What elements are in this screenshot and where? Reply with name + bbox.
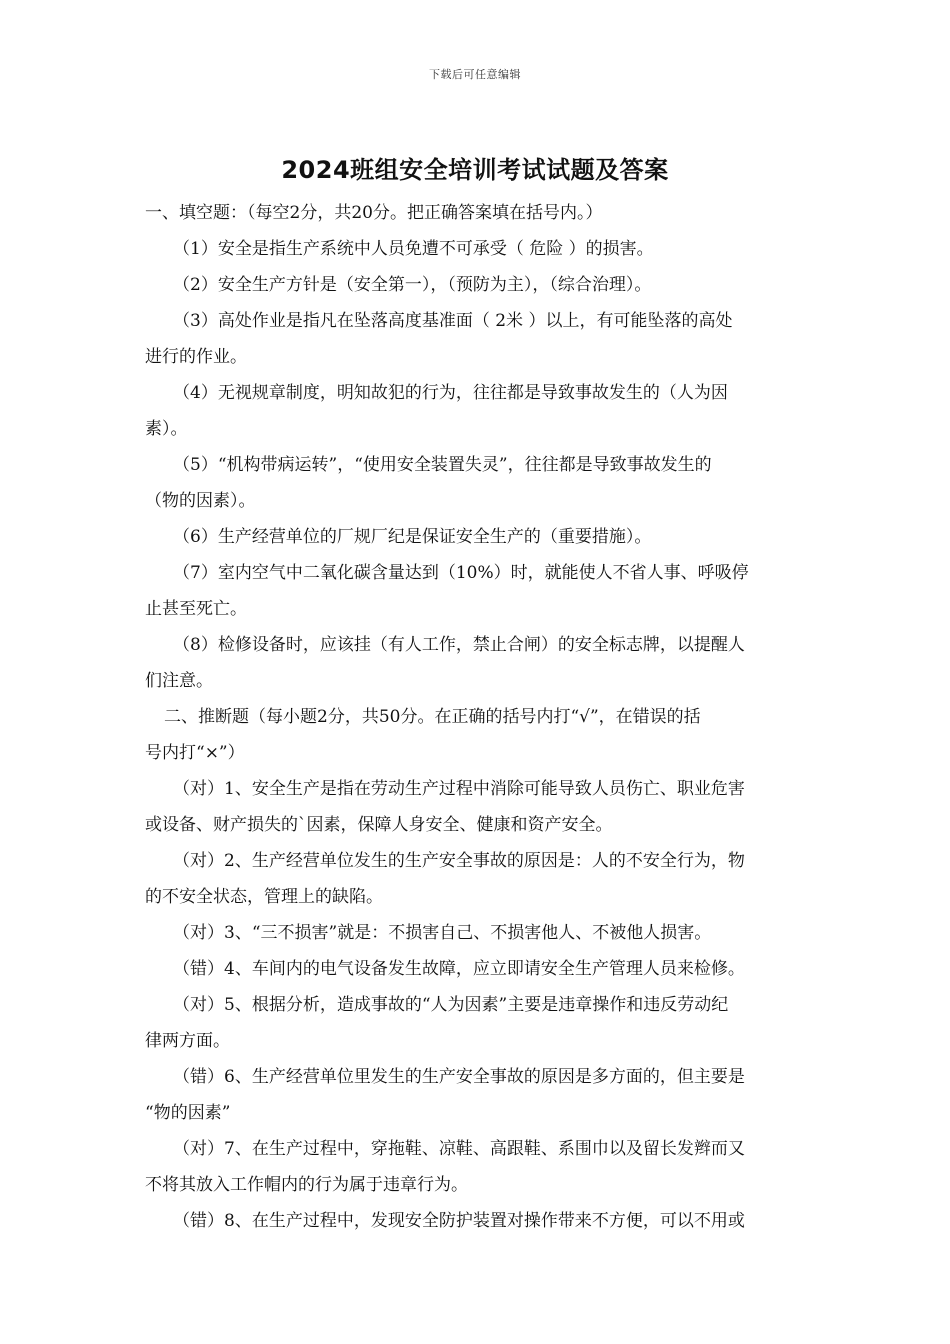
text-line: 止甚至死亡。: [145, 599, 247, 619]
text-line: 号内打“×”）: [145, 743, 245, 763]
text-line: （6）生产经营单位的厂规厂纪是保证安全生产的（重要措施）。: [173, 527, 652, 547]
document-body: [145, 195, 807, 1239]
text-line: （3）高处作业是指凡在坠落高度基准面（ 2米 ）以上，有可能坠落的高处: [173, 311, 733, 331]
text-line: （对）2、生产经营单位发生的生产安全事故的原因是：人的不安全行为，物: [173, 851, 745, 871]
text-line: 进行的作业。: [145, 347, 247, 367]
text-line: （5）“机构带病运转”，“使用安全装置失灵”，往往都是导致事故发生的: [173, 455, 712, 475]
text-line: （错）8、在生产过程中，发现安全防护装置对操作带来不方便，可以不用或: [173, 1211, 745, 1231]
text-line: 一、填空题：（每空2分，共20分。把正确答案填在括号内。）: [145, 203, 603, 223]
header-note: 下载后可任意编辑: [429, 68, 521, 81]
text-line: （错）6、生产经营单位里发生的生产安全事故的原因是多方面的，但主要是: [173, 1067, 745, 1087]
text-line: （错）4、车间内的电气设备发生故障，应立即请安全生产管理人员来检修。: [173, 959, 745, 979]
text-line: （对）5、根据分析，造成事故的“人为因素”主要是违章操作和违反劳动纪: [173, 995, 729, 1015]
text-line: （2）安全生产方针是（安全第一），（预防为主），（综合治理）。: [173, 275, 652, 295]
text-line: 的不安全状态，管理上的缺陷。: [145, 887, 383, 907]
text-line: 不将其放入工作帽内的行为属于违章行为。: [145, 1175, 468, 1195]
text-line: （对）7、在生产过程中，穿拖鞋、凉鞋、高跟鞋、系围巾以及留长发辫而又: [173, 1139, 745, 1159]
text-line: 素）。: [145, 419, 188, 439]
text-line: （物的因素）。: [145, 491, 256, 511]
text-line: （对）3、“三不损害”就是：不损害自己、不损害他人、不被他人损害。: [173, 923, 712, 943]
text-line: 二、推断题（每小题2分，共50分。在正确的括号内打“√”，在错误的括: [164, 707, 701, 727]
text-line: 律两方面。: [145, 1031, 230, 1051]
text-line: （8）检修设备时，应该挂（有人工作，禁止合闸）的安全标志牌，以提醒人: [173, 635, 745, 655]
text-line: “物的因素”: [145, 1103, 231, 1123]
text-line: （1）安全是指生产系统中人员免遭不可承受（ 危险 ）的损害。: [173, 239, 654, 259]
text-line: 们注意。: [145, 671, 213, 691]
text-line: （4）无视规章制度，明知故犯的行为，往往都是导致事故发生的（人为因: [173, 383, 728, 403]
text-line: 或设备、财产损失的`因素，保障人身安全、健康和资产安全。: [145, 815, 613, 835]
document-title: 2024班组安全培训考试试题及答案: [281, 156, 669, 184]
text-line: （7）室内空气中二氧化碳含量达到（10%）时，就能使人不省人事、呼吸停: [173, 563, 749, 583]
text-line: （对）1、安全生产是指在劳动生产过程中消除可能导致人员伤亡、职业危害: [173, 779, 745, 799]
